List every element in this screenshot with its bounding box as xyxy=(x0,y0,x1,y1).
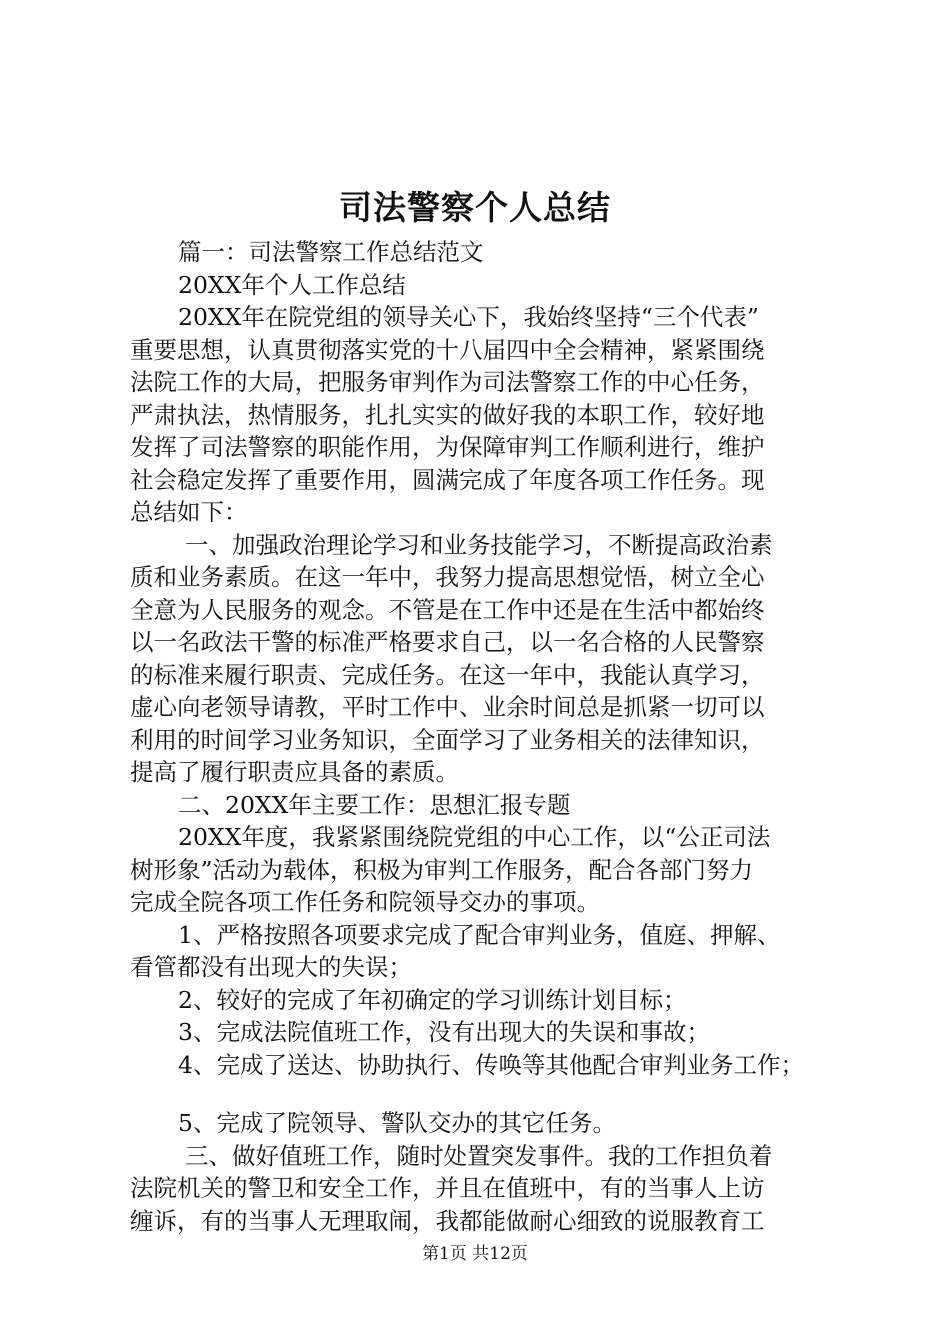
text-line: 提高了履行职责应具备的素质。 xyxy=(130,758,459,786)
text-line: 5、完成了院领导、警队交办的其它任务。 xyxy=(178,1109,616,1137)
text-line: 三、做好值班工作，随时处置突发事件。我的工作担负着 xyxy=(185,1141,773,1170)
text-line: 严肃执法，热情服务，扎扎实实的做好我的本职工作，较好地 xyxy=(130,400,765,429)
text-line: 全意为人民服务的观念。不管是在工作中还是在生活中都始终 xyxy=(130,595,765,624)
text-line: 20XX年度，我紧紧围绕院党组的中心工作，以“公正司法 xyxy=(178,823,771,851)
text-line: 的标准来履行职责、完成任务。在这一年中，我能认真学习， xyxy=(130,660,765,689)
document-body xyxy=(130,236,830,1237)
text-line: 1、严格按照各项要求完成了配合审判业务，值庭、押解、 xyxy=(178,920,781,949)
text-line: 看管都没有出现大的失误； xyxy=(130,953,412,981)
text-line: 2、较好的完成了年初确定的学习训练计划目标； xyxy=(178,985,687,1014)
text-line: 质和业务素质。在这一年中，我努力提高思想觉悟，树立全心 xyxy=(130,563,765,591)
text-line: 20XX年个人工作总结 xyxy=(178,270,406,299)
text-line: 总结如下： xyxy=(130,498,248,526)
paragraph-gap xyxy=(130,1081,830,1107)
text-line: 发挥了司法警察的职能作用，为保障审判工作顺利进行，维护 xyxy=(130,433,765,461)
text-line: 20XX年在院党组的领导关心下，我始终坚持“三个代表” xyxy=(178,303,759,331)
text-line: 二、20XX年主要工作：思想汇报专题 xyxy=(178,790,571,819)
text-line: 一、加强政治理论学习和业务技能学习，不断提高政治素 xyxy=(185,530,773,559)
text-line: 法院机关的警卫和安全工作，并且在值班中，有的当事人上访 xyxy=(130,1174,765,1202)
text-line: 利用的时间学习业务知识，全面学习了业务相关的法律知识， xyxy=(130,725,765,754)
text-line: 树形象”活动为载体，积极为审判工作服务，配合各部门努力 xyxy=(130,855,754,884)
text-line: 完成全院各项工作任务和院领导交办的事项。 xyxy=(130,888,600,916)
text-line: 4、完成了送达、协助执行、传唤等其他配合审判业务工作； xyxy=(178,1050,804,1079)
text-line: 篇一：司法警察工作总结范文 xyxy=(178,238,484,266)
text-line: 法院工作的大局，把服务审判作为司法警察工作的中心任务， xyxy=(130,368,765,396)
text-line: 虚心向老领导请教，平时工作中、业余时间总是抓紧一切可以 xyxy=(130,693,765,721)
text-line: 以一名政法干警的标准严格要求自己，以一名合格的人民警察 xyxy=(130,628,765,656)
document-title: 司法警察个人总结 xyxy=(339,188,611,227)
text-line: 缠诉，有的当事人无理取闹，我都能做耐心细致的说服教育工 xyxy=(130,1206,765,1235)
text-line: 重要思想，认真贯彻落实党的十八届四中全会精神，紧紧围绕 xyxy=(130,335,765,364)
text-line: 3、完成法院值班工作，没有出现大的失误和事故； xyxy=(178,1018,710,1046)
text-line: 社会稳定发挥了重要作用，圆满完成了年度各项工作任务。现 xyxy=(130,465,765,494)
page-number: 第1页 共12页 xyxy=(422,1244,528,1264)
